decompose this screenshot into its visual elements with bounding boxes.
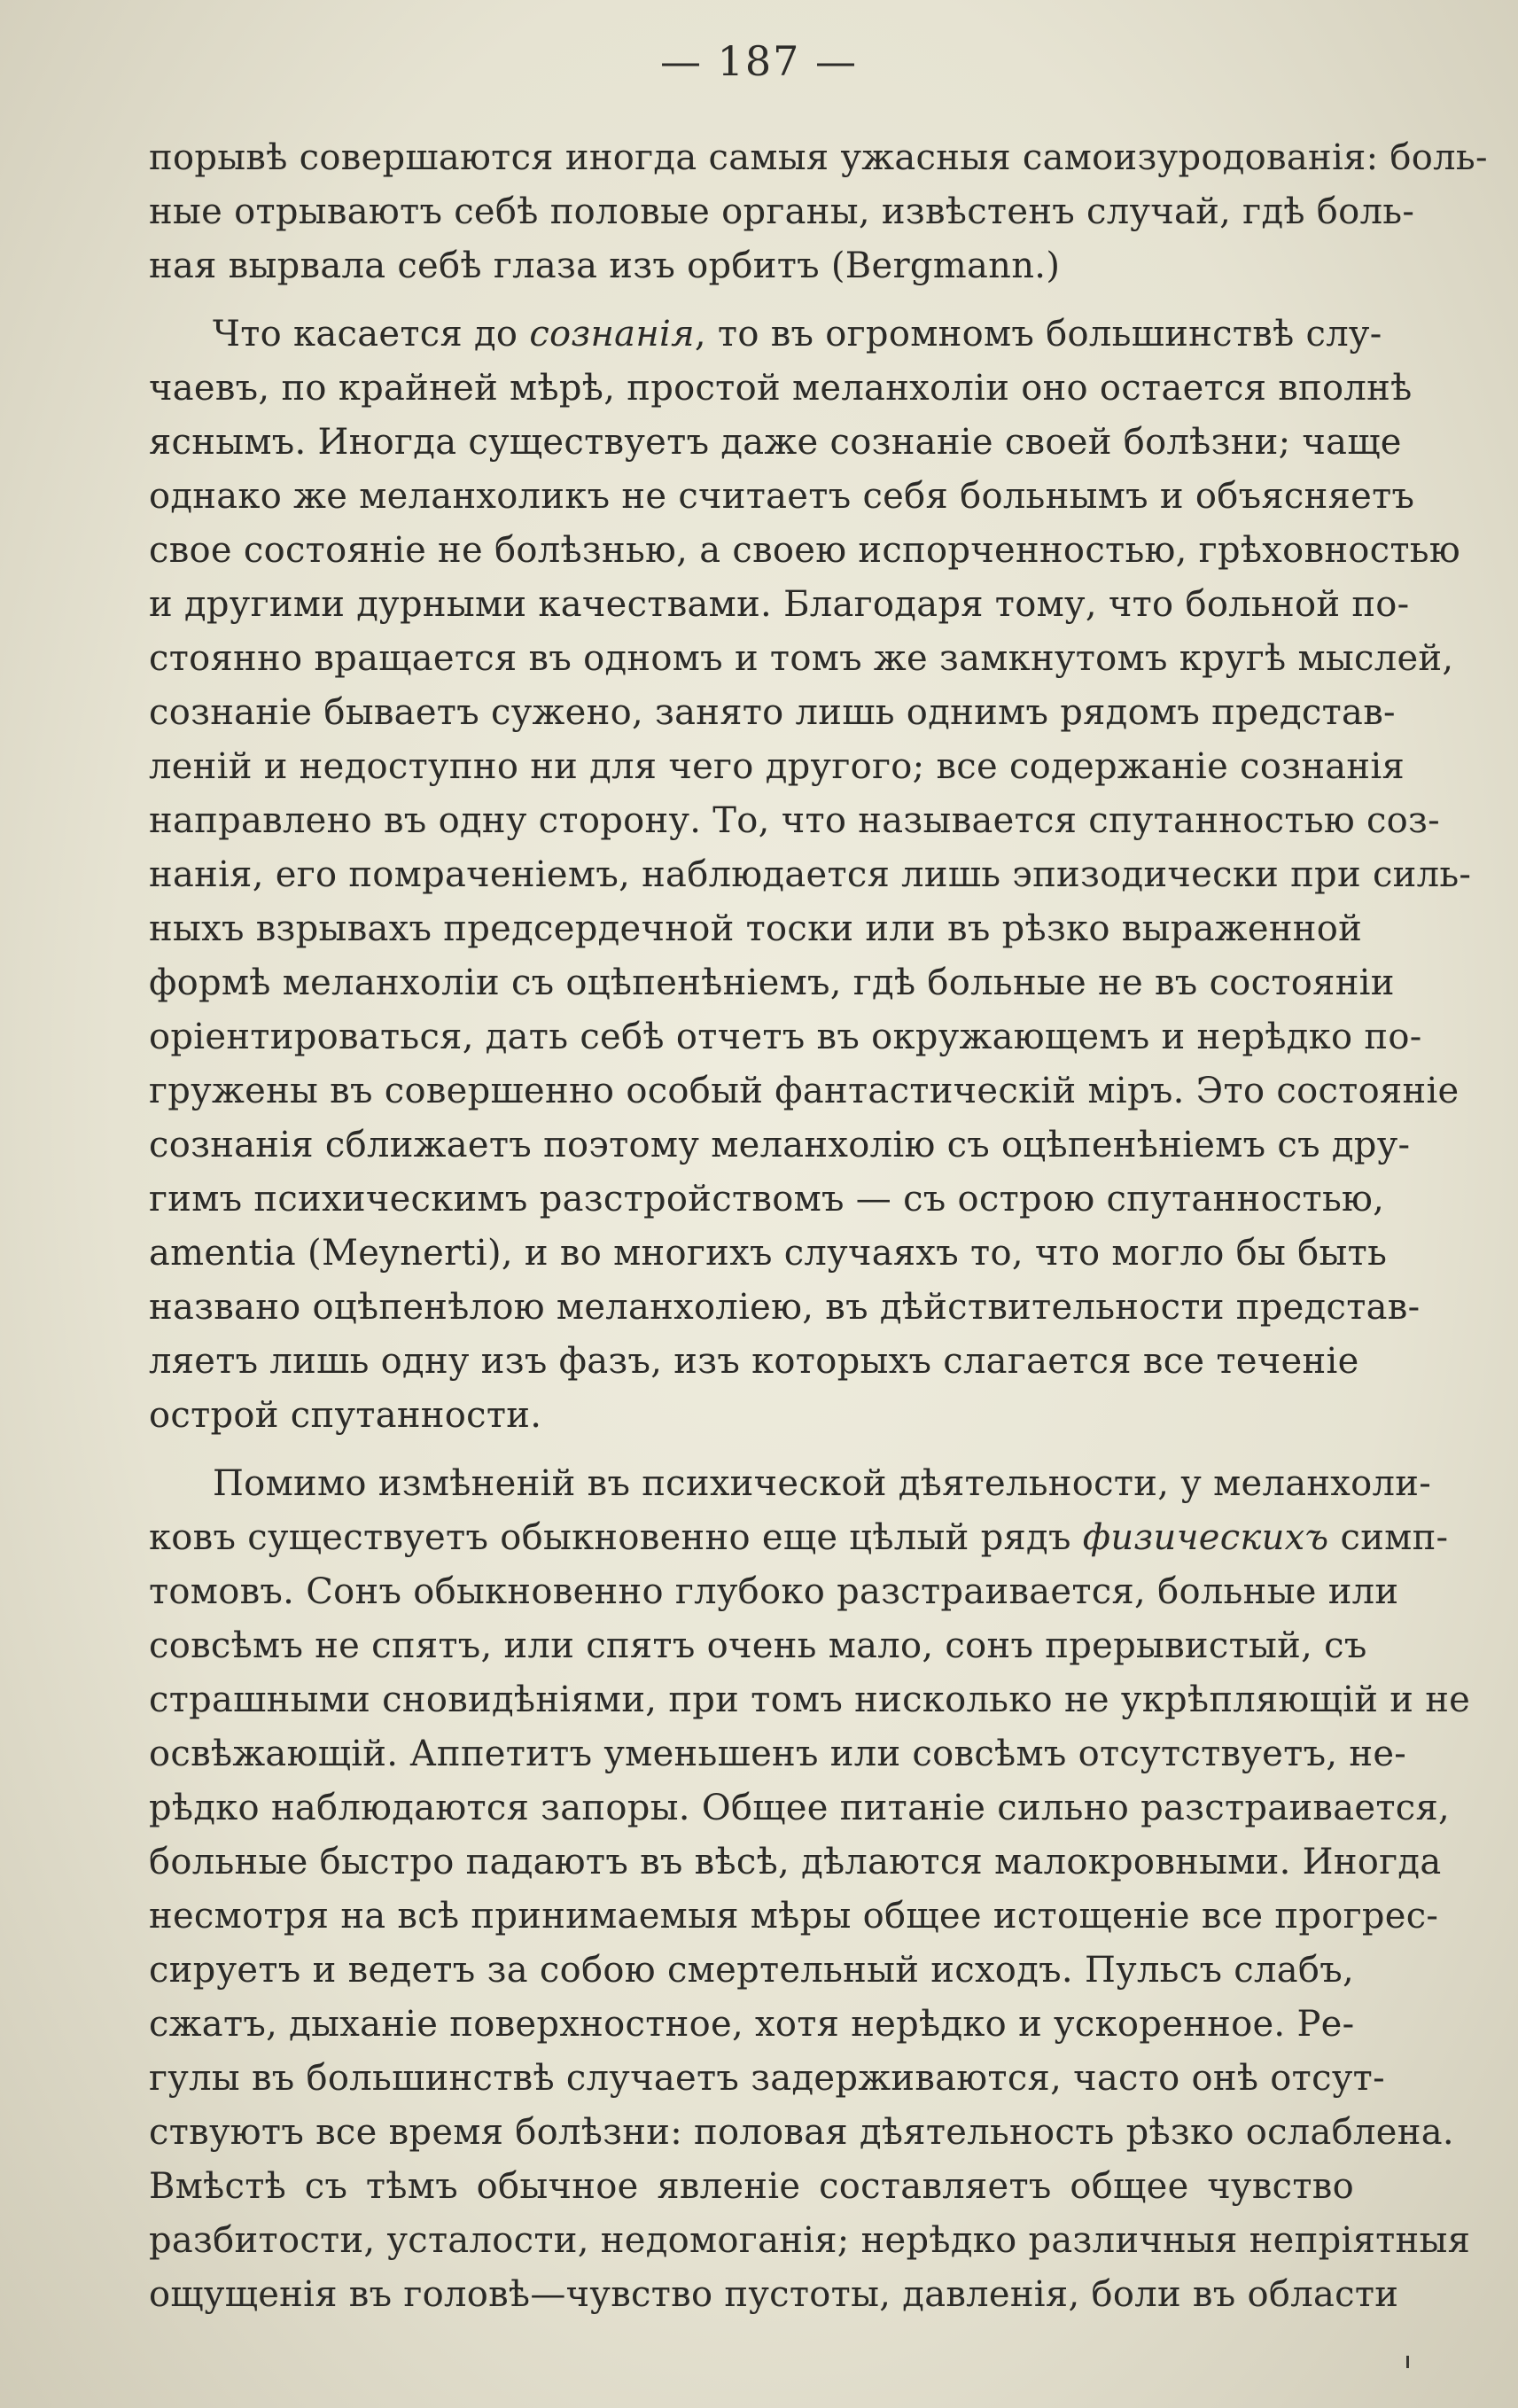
text-line: направлено въ одну сторону. То, что называется спутанностью соз- <box>149 800 1440 841</box>
text-line: ствуютъ все время болѣзни: половая дѣятельность рѣзко ослаблена. <box>149 2112 1454 2153</box>
text-line: и другими дурными качествами. Благодаря тому, что больной по- <box>149 584 1410 625</box>
text-line: томовъ. Сонъ обыкновенно глубоко разстраивается, больные или <box>149 1571 1399 1612</box>
text-line: однако же меланхоликъ не считаетъ себя больнымъ и объясняетъ <box>149 476 1415 517</box>
text-line: страшными сновидѣніями, при томъ нисколько не укрѣпляющій и не <box>149 1679 1471 1720</box>
text-line: порывѣ совершаются иногда самыя ужасныя самоизуродованія: боль- <box>149 137 1488 178</box>
text-line: сознанія сближаетъ поэтому меланхолію съ оцѣпенѣніемъ съ дру- <box>149 1125 1411 1165</box>
text-line: больные быстро падаютъ въ вѣсѣ, дѣлаются малокровными. Иногда <box>149 1842 1442 1882</box>
text-line: ляетъ лишь одну изъ фазъ, изъ которыхъ слагается все теченіе <box>149 1341 1359 1382</box>
text-line: леній и недоступно ни для чего другого; все содержаніе сознанія <box>149 746 1405 787</box>
text-line: чаевъ, по крайней мѣрѣ, простой меланхоліи оно остается вполнѣ <box>149 368 1413 409</box>
text-line: стоянно вращается въ одномъ и томъ же замкнутомъ кругѣ мыслей, <box>149 638 1454 679</box>
text-line: сознаніе бываетъ сужено, занято лишь однимъ рядомъ представ- <box>149 692 1396 733</box>
text-segment: Что касается до <box>213 314 530 355</box>
text-line <box>149 1511 1449 1565</box>
paragraph <box>149 1457 1471 2322</box>
text-segment: , то въ огромномъ большинствѣ слу- <box>694 314 1382 355</box>
text-segment: симп- <box>1328 1517 1449 1558</box>
paragraph-gap <box>149 293 1354 308</box>
text-line: сируетъ и ведетъ за собою смертельный исходъ. Пульсъ слабъ, <box>149 1950 1354 1991</box>
text-line: amentia (Meynerti), и во многихъ случаяхъ то, что могло бы быть <box>149 1233 1388 1274</box>
body-text <box>149 131 1488 2322</box>
text-line: ощущенія въ головѣ—чувство пустоты, давленія, боли въ области <box>149 2274 1399 2315</box>
text-line: нанія, его помраченіемъ, наблюдается лишь эпизодически при силь- <box>149 854 1472 895</box>
text-line: гулы въ большинствѣ случаетъ задерживаются, часто онѣ отсут- <box>149 2058 1385 2099</box>
text-line: острой спутанности. <box>149 1395 542 1436</box>
emphasized-term: физическихъ <box>1082 1517 1329 1558</box>
paragraph <box>149 308 1472 1443</box>
paragraph-gap <box>149 1443 1354 1457</box>
text-line: ные отрываютъ себѣ половые органы, извѣстенъ случай, гдѣ боль- <box>149 191 1415 232</box>
text-line: ная вырвала себѣ глаза изъ орбитъ (Bergmann.) <box>149 245 1061 286</box>
text-line: ныхъ взрывахъ предсердечной тоски или въ рѣзко выраженной <box>149 908 1363 949</box>
text-line: гружены въ совершенно особый фантастическій міръ. Это состояніе <box>149 1071 1460 1111</box>
text-line: названо оцѣпенѣлою меланхоліею, въ дѣйствительности представ- <box>149 1287 1421 1328</box>
text-line: несмотря на всѣ принимаемыя мѣры общее истощеніе все прогрес- <box>149 1896 1439 1937</box>
text-line: Вмѣстѣ съ тѣмъ обычное явленіе составляетъ общее чувство <box>149 2166 1354 2207</box>
text-line: сжатъ, дыханіе поверхностное, хотя нерѣдко и ускоренное. Ре- <box>149 2004 1355 2045</box>
text-segment: ковъ существуетъ обыкновенно еще цѣлый рядъ <box>149 1517 1083 1558</box>
emphasized-term: сознанія <box>529 314 695 355</box>
text-line: разбитости, усталости, недомоганія; нерѣдко различныя непріятныя <box>149 2220 1471 2261</box>
text-line: совсѣмъ не спятъ, или спятъ очень мало, сонъ прерывистый, съ <box>149 1625 1367 1666</box>
text-line: формѣ меланхоліи съ оцѣпенѣніемъ, гдѣ больные не въ состояніи <box>149 962 1395 1003</box>
paragraph <box>149 131 1488 293</box>
text-line: яснымъ. Иногда существуетъ даже сознаніе своей болѣзни; чаще <box>149 422 1402 463</box>
ink-mark <box>1406 2356 1409 2368</box>
text-line: Помимо измѣненій въ психической дѣятельности, у меланхоли- <box>213 1463 1432 1504</box>
text-line: рѣдко наблюдаются запоры. Общее питаніе сильно разстраивается, <box>149 1788 1451 1828</box>
page-number: — 187 — <box>659 37 859 85</box>
text-line: освѣжающій. Аппетитъ уменьшенъ или совсѣмъ отсутствуетъ, не- <box>149 1734 1407 1774</box>
text-line: свое состояніе не болѣзнью, а своею испорченностью, грѣховностью <box>149 530 1460 571</box>
text-line: гимъ психическимъ разстройствомъ — съ острою спутанностью, <box>149 1179 1385 1220</box>
text-line: оріентироваться, дать себѣ отчетъ въ окружающемъ и нерѣдко по- <box>149 1017 1422 1057</box>
text-line <box>149 308 1382 362</box>
